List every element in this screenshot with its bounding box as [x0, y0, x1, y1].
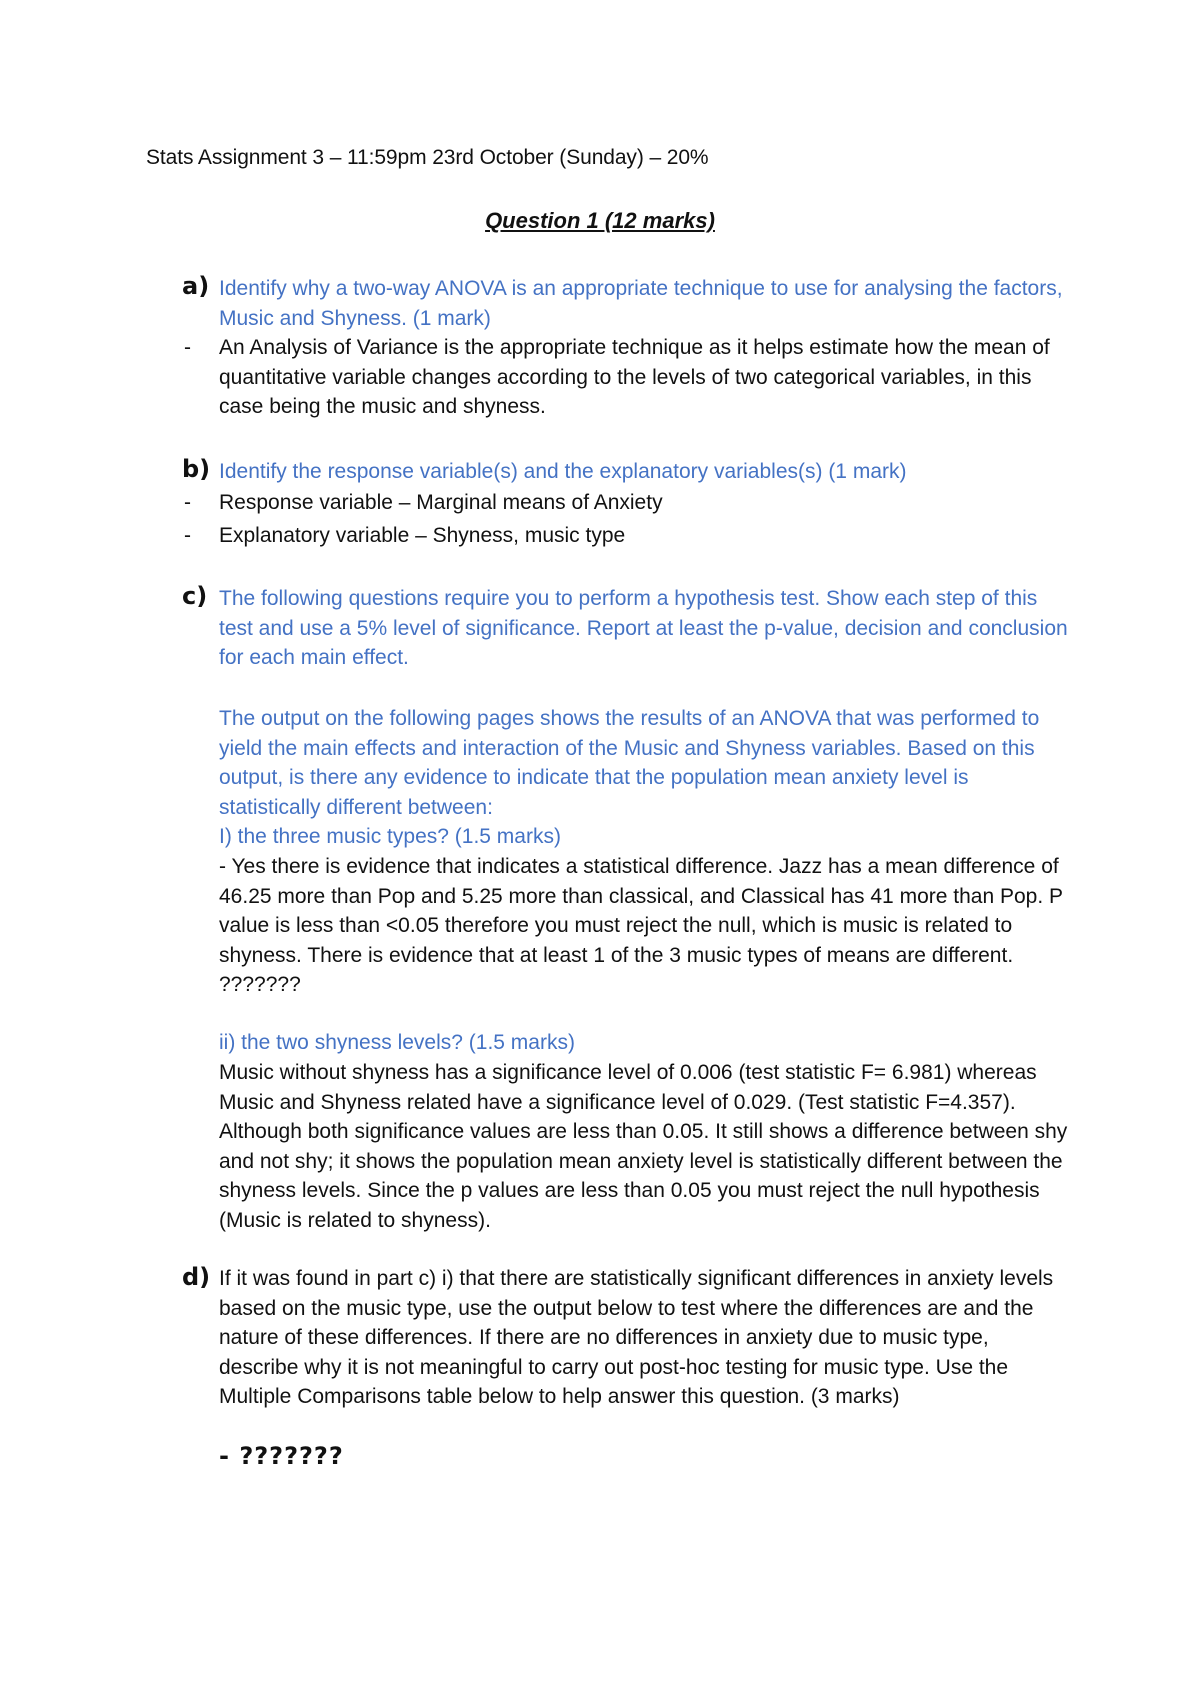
- part-c-ii-answer: Music without shyness has a significance level of 0.006 (test statistic F= 6.981) whereas Music and Shyness related have a significance level of 0.029. (Test statistic F=4.357). Although both significance values are less than 0.05. It still shows a difference between shy and not shy; it shows the population mean anxiety level is statistically different between the shyness levels. Since the p values are less than 0.05 you must reject the null hypothesis (Music is related to shyness).: [219, 1061, 1068, 1232]
- part-c-i-prompt: I) the three music types? (1.5 marks): [219, 825, 561, 848]
- part-b-answer-2: Explanatory variable – Shyness, music type: [219, 524, 626, 547]
- part-b-prompt: Identify the response variable(s) and the explanatory variables(s) (1 mark): [219, 460, 907, 483]
- dash-bullet: -: [184, 336, 191, 359]
- question-title: Question 1 (12 marks): [485, 208, 715, 233]
- part-d-answer: - ???????: [219, 1442, 344, 1470]
- part-c-prompt: The following questions require you to perform a hypothesis test. Show each step of this test and use a 5% level of significance. Report at least the p-value, decision and conclusion for each main effect.: [219, 587, 1068, 669]
- part-d-prompt: If it was found in part c) i) that there are statistically significant differences in anxiety levels based on the music type, use the output below to test where the differences are and the nature of these differences. If there are no differences in anxiety due to music type, describe why it is not meaningful to carry out post-hoc testing for music type. Use the Multiple Comparisons table below to help answer this question. (3 marks): [219, 1267, 1054, 1408]
- part-c-i-answer: - Yes there is evidence that indicates a statistical difference. Jazz has a mean difference of 46.25 more than Pop and 5.25 more than classical, and Classical has 41 more than Pop. P value is less than <0.05 therefore you must reject the null, which is music is related to shyness. There is evidence that at least 1 of the 3 music types of means are different. ???????: [219, 855, 1063, 996]
- assignment-header: Stats Assignment 3 – 11:59pm 23rd October (Sunday) – 20%: [146, 146, 709, 169]
- part-a-answer: An Analysis of Variance is the appropriate technique as it helps estimate how the mean of quantitative variable changes according to the levels of two categorical variables, in this case being the music and shyness.: [219, 336, 1050, 418]
- part-b-letter: b): [182, 455, 211, 483]
- part-a-dash: [184, 333, 219, 363]
- dash-bullet: -: [184, 524, 191, 547]
- part-a-letter: a): [182, 272, 210, 300]
- part-c-intro: The output on the following pages shows the results of an ANOVA that was performed to yield the main effects and interaction of the Music and Shyness variables. Based on this output, is there any evidence to indicate that the population mean anxiety level is statistically different between:: [219, 707, 1040, 819]
- part-d-letter: d): [182, 1263, 211, 1291]
- part-b-answer-1: Response variable – Marginal means of Anxiety: [219, 491, 663, 514]
- part-b-answer-2-row: [184, 521, 625, 551]
- part-c-ii-prompt: ii) the two shyness levels? (1.5 marks): [219, 1031, 575, 1054]
- part-c-letter: c): [182, 582, 208, 610]
- part-b-answer-1-row: [184, 488, 663, 518]
- part-a-prompt: Identify why a two-way ANOVA is an appropriate technique to use for analysing the factors, Music and Shyness. (1 mark): [219, 277, 1063, 330]
- dash-bullet: -: [184, 491, 191, 514]
